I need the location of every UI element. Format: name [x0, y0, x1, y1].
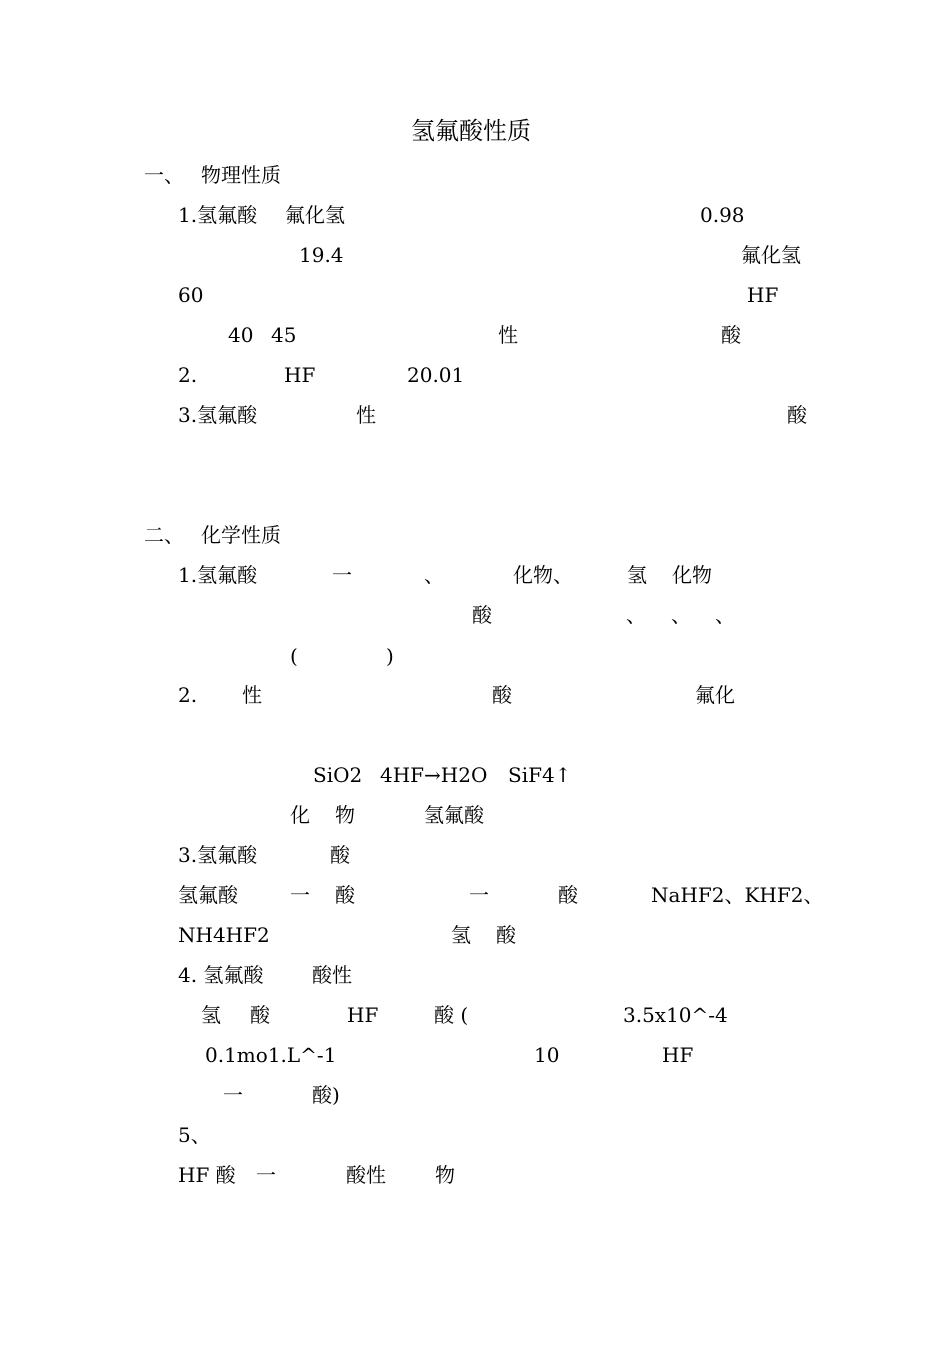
text-fragment: 氟化	[695, 683, 735, 707]
text-fragment: SiO2	[313, 763, 363, 787]
text-fragment: 酸性	[346, 1163, 386, 1187]
page-title: 氢氟酸性质	[411, 117, 531, 145]
text-fragment: 10	[534, 1043, 560, 1067]
section2-item3-line1	[0, 840, 950, 870]
text-fragment: 酸 (	[434, 1003, 469, 1027]
text-fragment: 氢	[451, 923, 471, 947]
text-fragment: 、	[715, 603, 735, 627]
text-fragment: 氢	[627, 563, 647, 587]
section2-item4-line3	[0, 1040, 950, 1070]
text-fragment: 酸	[787, 403, 807, 427]
text-fragment: 20.01	[407, 363, 465, 387]
text-fragment: 氢氟酸	[178, 883, 238, 907]
section1-item3	[0, 400, 950, 430]
text-fragment: 性	[242, 683, 262, 707]
text-fragment: 4HF→H2O	[380, 763, 488, 787]
text-fragment: 氢	[201, 1003, 221, 1027]
text-fragment: HF 酸	[178, 1163, 236, 1187]
text-fragment: 酸	[472, 603, 492, 627]
section2-item5-line2	[0, 1160, 950, 1190]
section1-heading	[0, 160, 950, 190]
text-fragment: 酸	[721, 323, 741, 347]
section2-item1-line1	[0, 560, 950, 590]
text-fragment: 、	[626, 603, 646, 627]
text-fragment: 19.4	[299, 243, 344, 267]
text-fragment: 、	[424, 563, 444, 587]
text-fragment: 一	[332, 563, 352, 587]
text-fragment: 酸	[250, 1003, 270, 1027]
section2-item2	[0, 680, 950, 710]
reaction-equation-line2	[0, 800, 950, 830]
text-fragment: 物	[435, 1163, 455, 1187]
text-fragment: 化	[290, 803, 310, 827]
text-fragment: 酸	[330, 843, 350, 867]
section2-item4-line4	[0, 1080, 950, 1110]
text-fragment: 0.98	[700, 203, 745, 227]
section2-item3-line3	[0, 920, 950, 950]
text-fragment: HF	[347, 1003, 379, 1027]
text-fragment: )	[386, 644, 394, 668]
section2-number: 二、	[144, 523, 184, 547]
text-fragment: NH4HF2	[178, 923, 270, 947]
text-fragment: 、	[671, 603, 691, 627]
text-fragment: 一	[290, 883, 310, 907]
text-fragment: 一	[223, 1083, 243, 1107]
text-fragment: 酸性	[312, 963, 352, 987]
text-fragment: 5、	[178, 1123, 211, 1147]
text-fragment: 酸	[558, 883, 578, 907]
section2-item1-line2	[0, 600, 950, 630]
text-fragment: 酸	[492, 683, 512, 707]
text-fragment: SiF4↑	[508, 763, 572, 787]
text-fragment: 物	[335, 803, 355, 827]
section2-item4-line2	[0, 1000, 950, 1030]
text-fragment: 化物	[672, 563, 712, 587]
text-fragment: 酸	[496, 923, 516, 947]
section2-item3-line2	[0, 880, 950, 910]
text-fragment: 2.	[178, 363, 198, 387]
section2-item1-line3	[0, 641, 950, 671]
text-fragment: 1.氢氟酸	[178, 563, 258, 587]
text-fragment: 氢氟酸	[424, 803, 484, 827]
text-fragment: 氟化氢	[741, 243, 801, 267]
text-fragment: HF	[747, 283, 779, 307]
section2-title: 化学性质	[201, 523, 281, 547]
text-fragment: HF	[662, 1043, 694, 1067]
section1-number: 一、	[144, 163, 184, 187]
text-fragment: 3.氢氟酸	[178, 403, 258, 427]
text-fragment: 化物、	[513, 563, 573, 587]
text-fragment: 60	[178, 283, 204, 307]
text-fragment: 3.氢氟酸	[178, 843, 258, 867]
text-fragment: 45	[271, 323, 297, 347]
section2-heading	[0, 520, 950, 550]
text-fragment: NaHF2、KHF2、	[651, 883, 824, 907]
text-fragment: 40	[228, 323, 254, 347]
section1-item1-line4	[0, 320, 950, 350]
text-fragment: 一	[469, 883, 489, 907]
text-fragment: 4. 氢氟酸	[178, 963, 264, 987]
section1-item1-line2	[0, 240, 950, 270]
text-fragment: 酸	[335, 883, 355, 907]
text-fragment: HF	[284, 363, 316, 387]
section1-item2	[0, 360, 950, 390]
text-fragment: 3.5x10^-4	[623, 1003, 728, 1027]
section2-item5-line1	[0, 1120, 950, 1150]
section1-item1-line1	[0, 200, 950, 230]
text-fragment: 酸)	[312, 1083, 340, 1107]
text-fragment: 氟化氢	[285, 203, 345, 227]
text-fragment: 0.1mo1.L^-1	[205, 1043, 337, 1067]
text-fragment: 2.	[178, 683, 198, 707]
reaction-equation	[0, 760, 950, 790]
title-line	[0, 116, 950, 146]
text-fragment: 1.氢氟酸	[178, 203, 258, 227]
text-fragment: 性	[356, 403, 376, 427]
text-fragment: 性	[498, 323, 518, 347]
section1-title: 物理性质	[201, 163, 281, 187]
section1-item1-line3	[0, 280, 950, 310]
text-fragment: 一	[256, 1163, 276, 1187]
section2-item4-line1	[0, 960, 950, 990]
text-fragment: (	[290, 644, 298, 668]
